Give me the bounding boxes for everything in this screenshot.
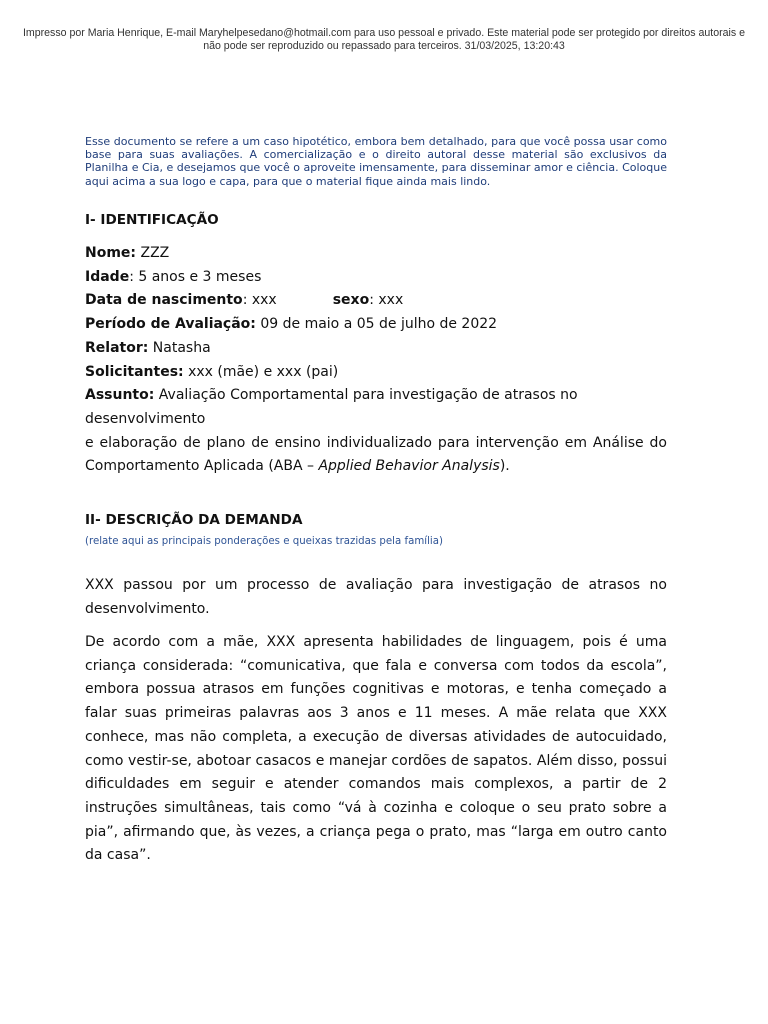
field-label: Data de nascimento <box>85 292 243 309</box>
intro-note: Esse documento se refere a um caso hipotético, embora bem detalhado, para que você possa usar como base para suas avaliações. A comercialização e o direito autoral desse material são exclusivos da Planilha e Cia, e desejamos que você o aproveite imensamente, para disseminar amor e ciência. Coloque aqui acima a sua logo e capa, para que o material fique ainda mais lindo. <box>85 135 667 188</box>
section-demanda-note: (relate aqui as principais ponderações e queixas trazidas pela família) <box>85 536 443 547</box>
field-label: Relator: <box>85 339 149 356</box>
demanda-paragraph-2: De acordo com a mãe, XXX apresenta habilidades de linguagem, pois é uma criança considerada: “comunicativa, que fala e conversa com todos da escola”, embora possua atrasos em funções cognitivas e motoras, e tenha começado a falar suas primeiras palavras aos 3 anos e 11 meses. A mãe relata que XXX conhece, mas não completa, a execução de diversas atividades de autocuidado, como vestir-se, abotoar casacos e manejar cordões de sapatos. Além disso, possui dificuldades em seguir e atender comandos mais complexos, a partir de 2 instruções simultâneas, tais como “vá à cozinha e coloque o seu prato sobre a pia”, afirmando que, às vezes, a criança pega o prato, mas “larga em outro canto da casa”. <box>85 634 667 864</box>
field-value: xxx (mãe) e xxx (pai) <box>183 363 339 380</box>
field-assunto <box>85 384 667 431</box>
field-idade <box>85 266 667 290</box>
field-value: : 5 anos e 3 meses <box>129 268 262 285</box>
field-label-sexo: sexo <box>332 292 370 309</box>
field-relator <box>85 337 667 361</box>
field-label: Solicitantes: <box>85 363 184 380</box>
field-assunto-continuation <box>85 432 667 479</box>
field-periodo <box>85 313 667 337</box>
demanda-paragraph-1: XXX passou por um processo de avaliação para investigação de atrasos no desenvolvimento. <box>85 577 667 617</box>
field-label: Assunto: <box>85 387 155 404</box>
field-value: 09 de maio a 05 de julho de 2022 <box>255 316 498 333</box>
field-label: Idade <box>85 268 130 285</box>
field-value: ZZZ <box>136 245 170 261</box>
assunto-cont-text: e elaboração de plano de ensino individualizado para intervenção em Análise do Comportamento Aplicada (ABA – <box>85 434 667 475</box>
section-demanda-title: II- DESCRIÇÃO DA DEMANDA <box>85 512 303 528</box>
field-label: Nome: <box>85 245 137 261</box>
field-value: Natasha <box>148 339 211 356</box>
assunto-cont-italic: Applied Behavior Analysis <box>318 458 500 475</box>
field-value: : xxx <box>242 292 277 309</box>
field-label: Período de Avaliação: <box>85 316 256 333</box>
field-value: Avaliação Comportamental para investigação de atrasos no desenvolvimento <box>85 387 578 427</box>
assunto-cont-end: ). <box>499 458 510 475</box>
field-solicitantes <box>85 361 667 385</box>
field-value-sexo: : xxx <box>369 292 404 309</box>
field-nome <box>85 242 667 266</box>
print-header: Impresso por Maria Henrique, E-mail Maryhelpesedano@hotmail.com para uso pessoal e privado. Este material pode ser protegido por direitos autorais e não pode ser reproduzido ou repassado para terceiros. 31/03/2025, 13:20:43 <box>22 27 746 52</box>
field-nascimento <box>85 289 667 313</box>
section-identificacao-title: I- IDENTIFICAÇÃO <box>85 212 219 228</box>
identification-fields <box>85 242 667 479</box>
